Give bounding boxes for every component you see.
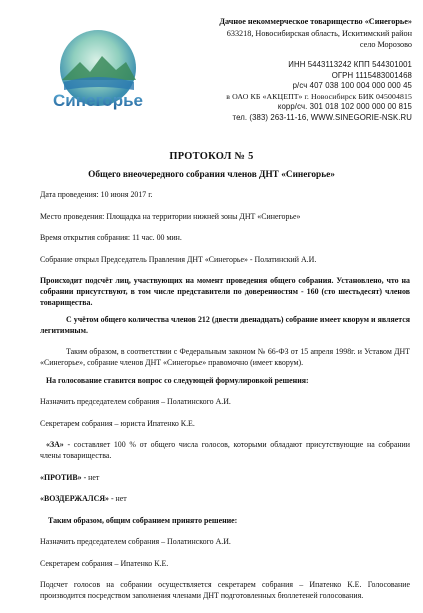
proposal-secretary: Секретарем собрания – юриста Ипатенко К.Е. <box>40 418 195 428</box>
sinegorie-logo <box>36 28 160 118</box>
bank-details: в ОАО КБ «АКЦЕПТ» г. Новосибирск БИК 045004815 <box>226 91 412 101</box>
logo-text: Синегорье <box>53 91 143 110</box>
votes-against-label: «ПРОТИВ» <box>40 472 82 482</box>
ogrn: ОГРН 1115483001468 <box>331 70 412 80</box>
votes-abstain <box>40 494 410 505</box>
proposal-chair: Назначить председателем собрания – Полатинского А.И. <box>40 397 231 407</box>
inn-kpp: ИНН 5443113242 КПП 544301001 <box>288 60 412 69</box>
votes-abstain-label: «ВОЗДЕРЖАЛСЯ» <box>40 494 109 504</box>
document-title: ПРОТОКОЛ № 5 <box>169 151 254 162</box>
bank-requisites <box>150 60 412 124</box>
meeting-time: Время открытия собрания: 11 час. 00 мин. <box>40 233 182 243</box>
document-subtitle: Общего внеочередного собрания членов ДНТ «Синегорье» <box>88 170 335 180</box>
settlement-account: р/сч 407 038 100 004 000 000 45 <box>292 81 412 91</box>
votes-for-text: - составляет 100 % от общего числа голосов, которыми обладают присутствующие на собрании члены товарищества. <box>40 440 410 460</box>
votes-abstain-text: - нет <box>108 494 127 504</box>
meeting-date: Дата проведения: 10 июня 2017 г. <box>40 190 153 199</box>
organization-village: село Морозово <box>359 40 412 50</box>
votes-against <box>40 473 410 484</box>
votes-for-label: «ЗА» <box>46 440 64 450</box>
attendance-count: Происходит подсчёт лиц, участвующих на момент проведения общего собрания. Установлено, что на собрании присутствуют, в том числе представители по доверенностям - 160 (сто шестьдесят) членов товарищества. <box>40 276 410 307</box>
legal-basis: Таким образом, в соответствии с Федеральным законом № 66-ФЗ от 15 апреля 1998г. и Уставом ДНТ «Синегорье», собрание членов ДНТ «Синегорье» правомочно (имеет кворум). <box>40 347 410 367</box>
votes-against-text: - нет <box>81 472 100 482</box>
correspondent-account: корр/сч. 301 018 102 000 000 00 815 <box>277 102 412 112</box>
organization-name: Дачное некоммерческое товарищество «Синегорье» <box>219 17 412 26</box>
meeting-opened: Собрание открыл Председатель Правления ДНТ «Синегорье» - Полатинский А.И. <box>40 254 317 264</box>
organization-address: 633218, Новосибирская область, Искитимский район <box>226 28 412 38</box>
quorum-statement: С учётом общего количества членов 212 (двести двенадцать) собрание имеет кворум и является легитимным. <box>40 315 410 335</box>
vote-count-note: Подсчет голосов на собрании осуществляется секретарем собрания – Ипатенко К.Е. Голосование производится посредством заполнения членами ДНТ подготовленных бюллетеней голосования. <box>40 580 410 601</box>
votes-for <box>40 440 410 461</box>
meeting-place: Место проведения: Площадка на территории нижней зоны ДНТ «Синегорье» <box>40 211 301 221</box>
decision-secretary: Секретарем собрания – Ипатенко К.Е. <box>40 558 169 568</box>
organization-header <box>190 16 412 51</box>
contacts: тел. (383) 263-11-16, WWW.SINEGORIE-NSK.RU <box>232 112 412 122</box>
decision-chair: Назначить председателем собрания – Полатинского А.И. <box>40 537 231 547</box>
decision-heading: Таким образом, общим собранием принято решение: <box>48 515 238 525</box>
vote-question: На голосование ставится вопрос со следующей формулировкой решения: <box>46 375 309 385</box>
document-body <box>40 190 410 613</box>
